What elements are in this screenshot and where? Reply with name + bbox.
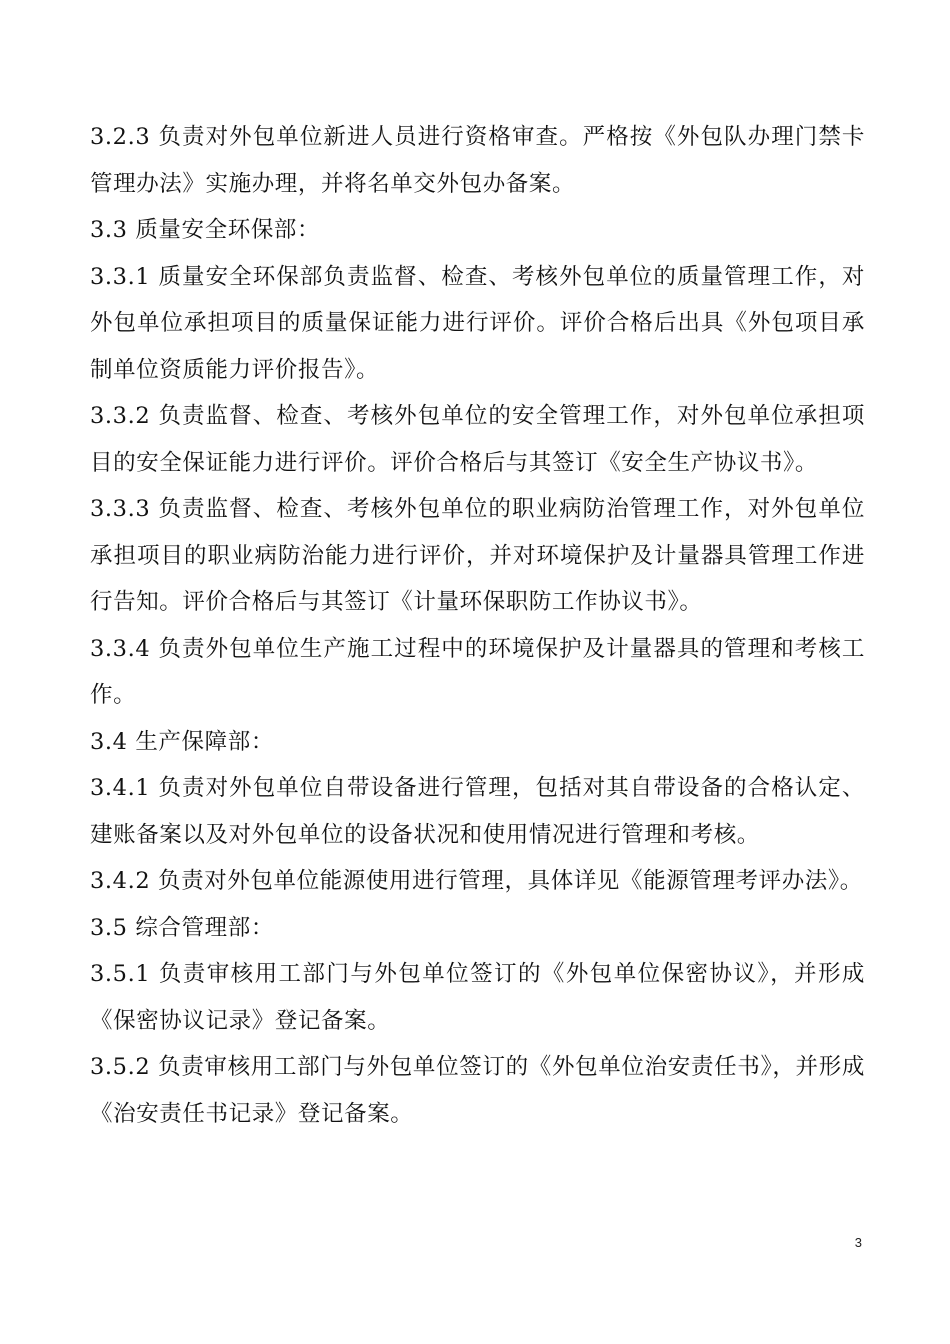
paragraph-3-2-3: 3.2.3 负责对外包单位新进人员进行资格审查。严格按《外包队办理门禁卡管理办法》实施办理，并将名单交外包办备案。 [90,124,865,197]
paragraph-3-4-1: 3.4.1 负责对外包单位自带设备进行管理，包括对其自带设备的合格认定、建账备案以及对外包单位的设备状况和使用情况进行管理和考核。 [90,775,865,848]
paragraph-3-3-2: 3.3.2 负责监督、检查、考核外包单位的安全管理工作，对外包单位承担项目的安全保证能力进行评价。评价合格后与其签订《安全生产协议书》。 [90,403,865,476]
paragraph-3-3-1: 3.3.1 质量安全环保部负责监督、检查、考核外包单位的质量管理工作，对外包单位承担项目的质量保证能力进行评价。评价合格后出具《外包项目承制单位资质能力评价报告》。 [90,263,865,383]
heading-3-5: 3.5 综合管理部： [90,914,274,941]
document-body [90,114,865,1137]
paragraph-3-4-2: 3.4.2 负责对外包单位能源使用进行管理，具体详见《能源管理考评办法》。 [90,868,863,894]
paragraph-3-3-4: 3.3.4 负责外包单位生产施工过程中的环境保护及计量器具的管理和考核工作。 [90,635,865,708]
paragraph-3-5-1: 3.5.1 负责审核用工部门与外包单位签订的《外包单位保密协议》，并形成《保密协议记录》登记备案。 [90,961,865,1034]
heading-3-4: 3.4 生产保障部： [90,728,274,755]
page-number: 3 [854,1235,862,1250]
paragraph-3-5-2: 3.5.2 负责审核用工部门与外包单位签订的《外包单位治安责任书》，并形成《治安责任书记录》登记备案。 [90,1054,865,1127]
paragraph-3-3-3: 3.3.3 负责监督、检查、考核外包单位的职业病防治管理工作，对外包单位承担项目的职业病防治能力进行评价，并对环境保护及计量器具管理工作进行告知。评价合格后与其签订《计量环保职防工作协议书》。 [90,496,865,615]
heading-3-3: 3.3 质量安全环保部： [90,217,321,243]
